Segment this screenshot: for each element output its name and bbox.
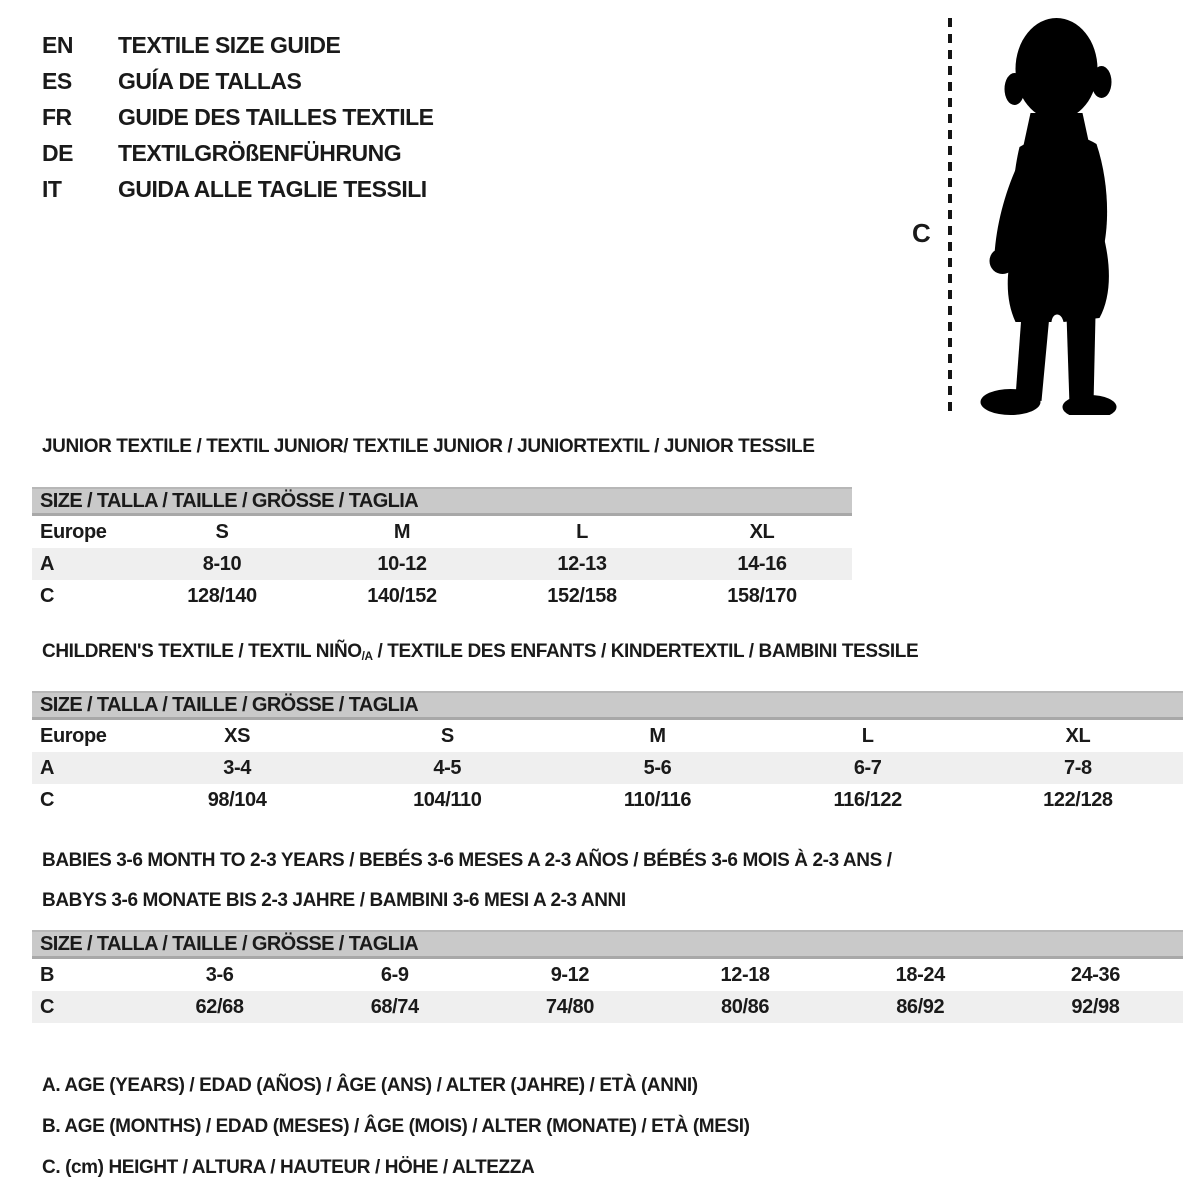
size-cell: S [440,725,454,747]
table-row [32,516,852,548]
size-cell: XL [749,521,775,543]
value-cell: 6-9 [380,964,409,986]
junior-section-title: JUNIOR TEXTILE / TEXTIL JUNIOR/ TEXTILE JUNIOR / JUNIORTEXTIL / JUNIOR TESSILE [42,436,815,457]
value-cell: 116/122 [833,789,902,811]
guide-title: GUIDE DES TAILLES TEXTILE [118,104,434,130]
height-measure-figure [900,0,1200,430]
size-cell: L [576,521,588,543]
size-table-header: SIZE / TALLA / TAILLE / GRÖSSE / TAGLIA [32,930,1183,959]
value-cell: 74/80 [545,996,594,1018]
language-row [42,63,434,99]
babies-size-table [32,930,1183,1023]
size-cell: XS [224,725,251,747]
value-cell: 14-16 [737,553,787,575]
value-cell: 8-10 [202,553,242,575]
language-code: FR [42,104,72,130]
value-cell: 98/104 [207,789,267,811]
value-cell: 4-5 [433,757,462,779]
children-section-title [42,641,918,663]
table-row [32,548,852,580]
size-cell: M [649,725,666,747]
babies-section-title-line1: BABIES 3-6 MONTH TO 2-3 YEARS / BEBÉS 3-6 MESES A 2-3 AÑOS / BÉBÉS 3-6 MOIS À 2-3 ANS / [42,850,892,871]
legend-line-a: A. AGE (YEARS) / EDAD (AÑOS) / ÂGE (ANS) / ALTER (JAHRE) / ETÀ (ANNI) [42,1075,698,1096]
table-row [32,991,1183,1023]
value-cell: 10-12 [377,553,427,575]
height-measure-label: C [912,218,931,248]
row-label: C [40,996,55,1018]
size-table-header: SIZE / TALLA / TAILLE / GRÖSSE / TAGLIA [32,691,1183,720]
legend-line-b: B. AGE (MONTHS) / EDAD (MESES) / ÂGE (MOIS) / ALTER (MONATE) / ETÀ (MESI) [42,1116,750,1137]
value-cell: 3-4 [223,757,251,779]
table-row [32,580,852,612]
row-label: C [40,789,55,811]
table-row [32,784,1183,816]
language-row [42,27,434,63]
toddler-silhouette-icon [962,15,1142,415]
language-code: EN [42,32,73,58]
value-cell: 12-18 [720,964,770,986]
value-cell: 80/86 [721,996,770,1018]
language-code: ES [42,68,72,94]
row-label: A [40,553,55,575]
junior-size-table [32,487,852,612]
row-label: C [40,585,55,607]
value-cell: 6-7 [853,757,882,779]
value-cell: 122/128 [1043,789,1113,811]
row-label: Europe [40,521,107,543]
children-title-subscript: /A [361,649,373,663]
size-table-header: SIZE / TALLA / TAILLE / GRÖSSE / TAGLIA [32,487,852,516]
value-cell: 152/158 [547,585,617,607]
value-cell: 7-8 [1064,757,1092,779]
value-cell: 9-12 [550,964,590,986]
size-cell: XL [1065,725,1091,747]
value-cell: 86/92 [896,996,945,1018]
babies-section-title-line2: BABYS 3-6 MONATE BIS 2-3 JAHRE / BAMBINI 3-6 MESI A 2-3 ANNI [42,890,626,911]
legend-line-c: C. (cm) HEIGHT / ALTURA / HAUTEUR / HÖHE / ALTEZZA [42,1157,535,1178]
value-cell: 140/152 [367,585,437,607]
language-code: DE [42,140,73,166]
size-cell: M [393,521,411,543]
table-row [32,959,1183,991]
table-row [32,752,1183,784]
children-title-post: / TEXTILE DES ENFANTS / KINDERTEXTIL / BAMBINI TESSILE [372,641,919,662]
language-title-block [42,27,434,207]
value-cell: 158/170 [727,585,797,607]
language-row [42,135,434,171]
language-row [42,99,434,135]
row-label: Europe [40,725,107,747]
height-dashed-line [948,18,952,416]
row-label: A [40,757,55,779]
table-row [32,720,1183,752]
value-cell: 110/116 [623,789,692,811]
guide-title: TEXTILE SIZE GUIDE [118,32,341,58]
language-code: IT [42,176,62,202]
row-label: B [40,964,55,986]
language-row [42,171,434,207]
value-cell: 18-24 [895,964,945,986]
children-size-table [32,691,1183,816]
value-cell: 92/98 [1071,996,1120,1018]
value-cell: 62/68 [195,996,244,1018]
size-cell: S [215,521,229,543]
value-cell: 128/140 [187,585,257,607]
value-cell: 5-6 [643,757,672,779]
value-cell: 24-36 [1070,964,1120,986]
children-title-pre: CHILDREN'S TEXTILE / TEXTIL NIÑO [42,641,362,662]
measurement-legend [42,1072,750,1195]
guide-title: GUÍA DE TALLAS [118,68,302,94]
size-cell: L [861,725,874,747]
value-cell: 68/74 [370,996,419,1018]
value-cell: 104/110 [413,789,482,811]
value-cell: 12-13 [557,553,607,575]
guide-title: GUIDA ALLE TAGLIE TESSILI [118,176,427,202]
guide-title: TEXTILGRÖßENFÜHRUNG [118,140,402,166]
value-cell: 3-6 [205,964,234,986]
